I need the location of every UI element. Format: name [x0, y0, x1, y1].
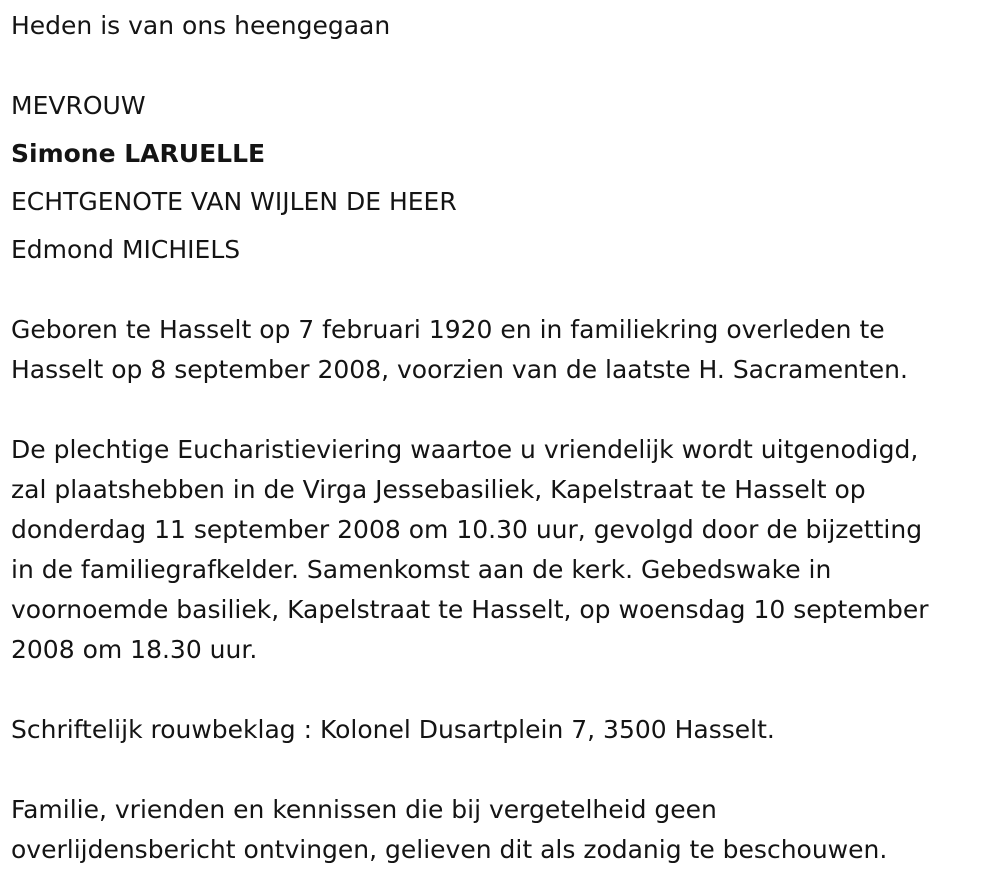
- closing-paragraph: [11, 790, 996, 870]
- paragraph-line: Hasselt op 8 september 2008, voorzien van de laatste H. Sacramenten.: [11, 355, 908, 384]
- paragraph-line: 2008 om 18.30 uur.: [11, 635, 258, 664]
- condolence-address: Schriftelijk rouwbeklag : Kolonel Dusartplein 7, 3500 Hasselt.: [11, 715, 775, 744]
- paragraph-line: De plechtige Eucharistieviering waartoe u vriendelijk wordt uitgenodigd,: [11, 435, 919, 464]
- title-prefix: MEVROUW: [11, 91, 146, 120]
- ceremony-paragraph: [11, 430, 996, 670]
- deceased-name: Simone LARUELLE: [11, 139, 266, 168]
- intro-line: Heden is van ons heengegaan: [11, 11, 391, 40]
- paragraph-line: donderdag 11 september 2008 om 10.30 uur, gevolgd door de bijzetting: [11, 515, 923, 544]
- spouse-label: ECHTGENOTE VAN WIJLEN DE HEER: [11, 187, 457, 216]
- paragraph-line: zal plaatshebben in de Virga Jessebasiliek, Kapelstraat te Hasselt op: [11, 475, 866, 504]
- spouse-name: Edmond MICHIELS: [11, 235, 241, 264]
- paragraph-line: Geboren te Hasselt op 7 februari 1920 en in familiekring overleden te: [11, 315, 885, 344]
- paragraph-line: in de familiegrafkelder. Samenkomst aan de kerk. Gebedswake in: [11, 555, 832, 584]
- paragraph-line: overlijdensbericht ontvingen, gelieven dit als zodanig te beschouwen.: [11, 835, 888, 864]
- paragraph-line: Familie, vrienden en kennissen die bij vergetelheid geen: [11, 795, 717, 824]
- birth-death-paragraph: [11, 310, 996, 390]
- paragraph-line: voornoemde basiliek, Kapelstraat te Hasselt, op woensdag 10 september: [11, 595, 929, 624]
